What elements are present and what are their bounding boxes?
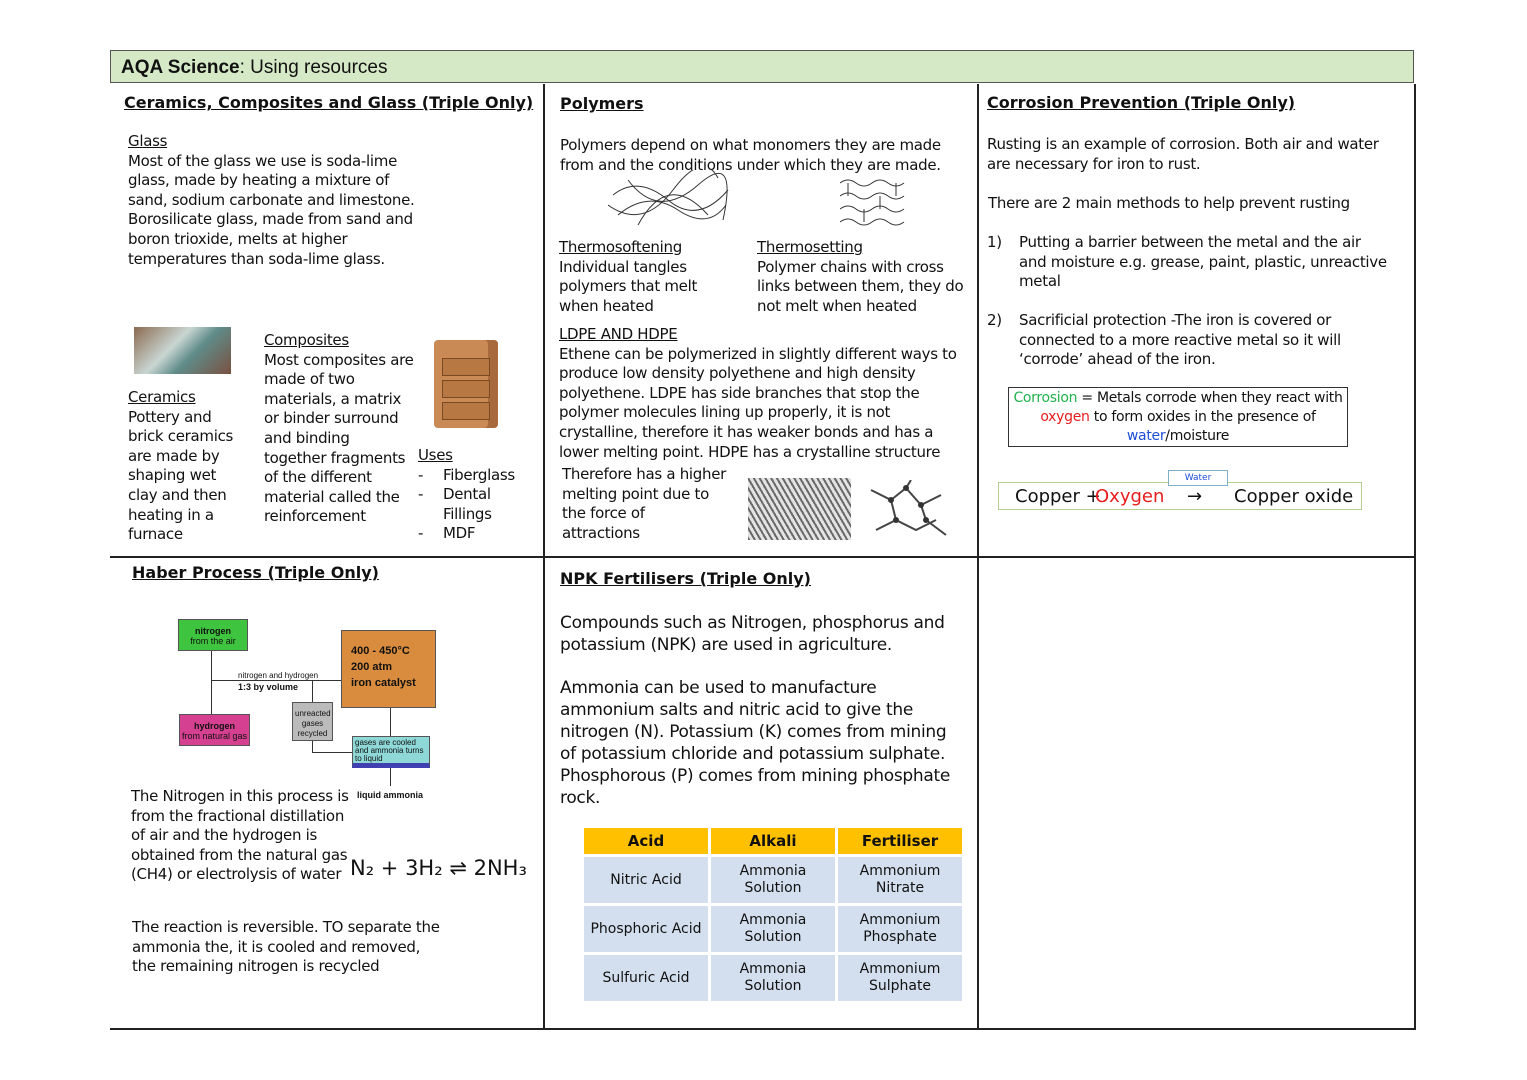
haber-diagram: nitrogen from the air hydrogen from natural gas nitrogen and hydrogen 1:3 by volume 400 - 450°C 200 atm iron catalyst unreacted gases recycled gases are cooled and ammonia turns to liquid liquid ammonia bbox=[170, 610, 450, 800]
corrosion-definition-box: Corrosion = Metals corrode when they react with oxygen to form oxides in the presence of water/moisture bbox=[1008, 387, 1348, 447]
npk-title: NPK Fertilisers (Triple Only) bbox=[560, 569, 811, 588]
npk-paragraph-2: Ammonia can be used to manufacture ammonium salts and nitric acid to give the nitrogen (N). Potassium (K) comes from mining of potassium chloride and potassium sulphate. Phosphorous (P) comes from mining phosphate rock. bbox=[560, 678, 950, 808]
use-item: Fiberglass bbox=[443, 465, 515, 484]
bottom-line bbox=[110, 1028, 1416, 1030]
haber-equation: N₂ + 3H₂ ⇌ 2NH₃ bbox=[350, 856, 527, 880]
hdpe-structure-image bbox=[748, 478, 851, 540]
method-2-text: Sacrificial protection -The iron is covered or connected to a more reactive metal so it will ‘corrode’ ahead of the iron. bbox=[1019, 311, 1341, 369]
crosslinked-polymer-icon bbox=[840, 178, 910, 238]
header-bar bbox=[110, 50, 1414, 83]
ldpe-title: LDPE AND HDPE bbox=[559, 325, 678, 343]
method-1: 1) Putting a barrier between the metal and the air and moisture e.g. grease, paint, plastic, unreactive metal bbox=[987, 233, 1387, 291]
glass-text: Most of the glass we use is soda-lime glass, made by heating a mixture of sand, sodium carbonate and limestone. Borosilicate glass, made from sand and boron trioxide, melts at higher temperatures than soda-lime glass. bbox=[128, 151, 415, 268]
arrow-icon: → bbox=[1187, 486, 1203, 507]
composites-section bbox=[264, 331, 414, 527]
table-header-row: Acid Alkali Fertiliser bbox=[584, 828, 962, 854]
thermosetting-section bbox=[757, 238, 977, 316]
table-row: Phosphoric Acid Ammonia Solution Ammonium Phosphate bbox=[584, 906, 962, 952]
drawers-image bbox=[434, 340, 498, 428]
polymers-intro: Polymers depend on what monomers they are made from and the conditions under which they are made. bbox=[560, 136, 941, 174]
uses-title: Uses bbox=[418, 446, 453, 464]
methods-intro: There are 2 main methods to help prevent rusting bbox=[988, 194, 1350, 212]
npk-paragraph-1: Compounds such as Nitrogen, phosphorus and potassium (NPK) are used in agriculture. bbox=[560, 613, 945, 655]
ldpe-text: Ethene can be polymerized in slightly different ways to produce low density polyethene and high density polyethene. LDPE has side branches that stop the polymer molecules lining up properly, it is not crystalline, therefore it has weaker bonds and has a lower melting point. HDPE has a crystalline structure bbox=[559, 344, 957, 461]
ceramics-title: Ceramics, Composites and Glass (Triple Only) bbox=[124, 93, 534, 112]
tangled-polymer-icon bbox=[608, 170, 733, 232]
haber-text-1: The Nitrogen in this process is from the fractional distillation of air and the hydrogen is obtained from the natural gas (CH4) or electrolysis of water bbox=[131, 787, 349, 884]
haber-text-2: The reaction is reversible. TO separate the ammonia the, it is cooled and removed, the remaining nitrogen is recycled bbox=[132, 918, 440, 976]
use-item: MDF bbox=[443, 524, 476, 543]
glass-title: Glass bbox=[128, 132, 168, 150]
corrosion-title: Corrosion Prevention (Triple Only) bbox=[987, 93, 1296, 112]
haber-title: Haber Process (Triple Only) bbox=[132, 563, 379, 582]
header-subject: AQA Science bbox=[121, 57, 240, 78]
use-item: Dental Fillings bbox=[443, 485, 492, 523]
table-row: Sulfuric Acid Ammonia Solution Ammonium Sulphate bbox=[584, 955, 962, 1001]
copper-equation-box: Copper + Oxygen → Copper oxide bbox=[998, 482, 1362, 510]
composites-title: Composites bbox=[264, 331, 349, 349]
ceramics-subtitle: Ceramics bbox=[128, 388, 196, 406]
header-topic: : Using resources bbox=[239, 57, 388, 78]
ceramics-section bbox=[128, 388, 248, 545]
thermosetting-title: Thermosetting bbox=[757, 238, 863, 256]
ldpe-section bbox=[559, 325, 969, 462]
ceramics-photo bbox=[134, 327, 231, 374]
ldpe-structure-image bbox=[866, 480, 951, 540]
thermosetting-text: Polymer chains with cross links between them, they do not melt when heated bbox=[757, 257, 964, 315]
composites-text: Most composites are made of two materials, a matrix or binder surround and binding together fragments of the different material called the reinforcement bbox=[264, 350, 414, 526]
thermosoftening-text: Individual tangles polymers that melt when heated bbox=[559, 257, 698, 315]
thermosoftening-title: Thermosoftening bbox=[559, 238, 682, 256]
water-condition-label: Water bbox=[1168, 470, 1228, 486]
uses-section: Uses - Fiberglass - Dental Fillings - MDF bbox=[418, 446, 538, 544]
corrosion-intro: Rusting is an example of corrosion. Both air and water are necessary for iron to rust. bbox=[987, 135, 1379, 173]
fertiliser-table bbox=[581, 825, 965, 1004]
thermosoftening-section bbox=[559, 238, 719, 316]
glass-section bbox=[128, 132, 418, 269]
method-2: 2) Sacrificial protection -The iron is covered or connected to a more reactive metal so it will ‘corrode’ ahead of the iron. bbox=[987, 311, 1387, 370]
table-row: Nitric Acid Ammonia Solution Ammonium Nitrate bbox=[584, 857, 962, 903]
method-1-text: Putting a barrier between the metal and the air and moisture e.g. grease, paint, plastic, unreactive metal bbox=[1019, 233, 1387, 291]
polymers-title: Polymers bbox=[560, 94, 644, 113]
cell-empty bbox=[979, 558, 1416, 1028]
ceramics-text: Pottery and brick ceramics are made by shaping wet clay and then heating in a furnace bbox=[128, 407, 234, 544]
therefore-text: Therefore has a higher melting point due to the force of attractions bbox=[562, 465, 726, 542]
